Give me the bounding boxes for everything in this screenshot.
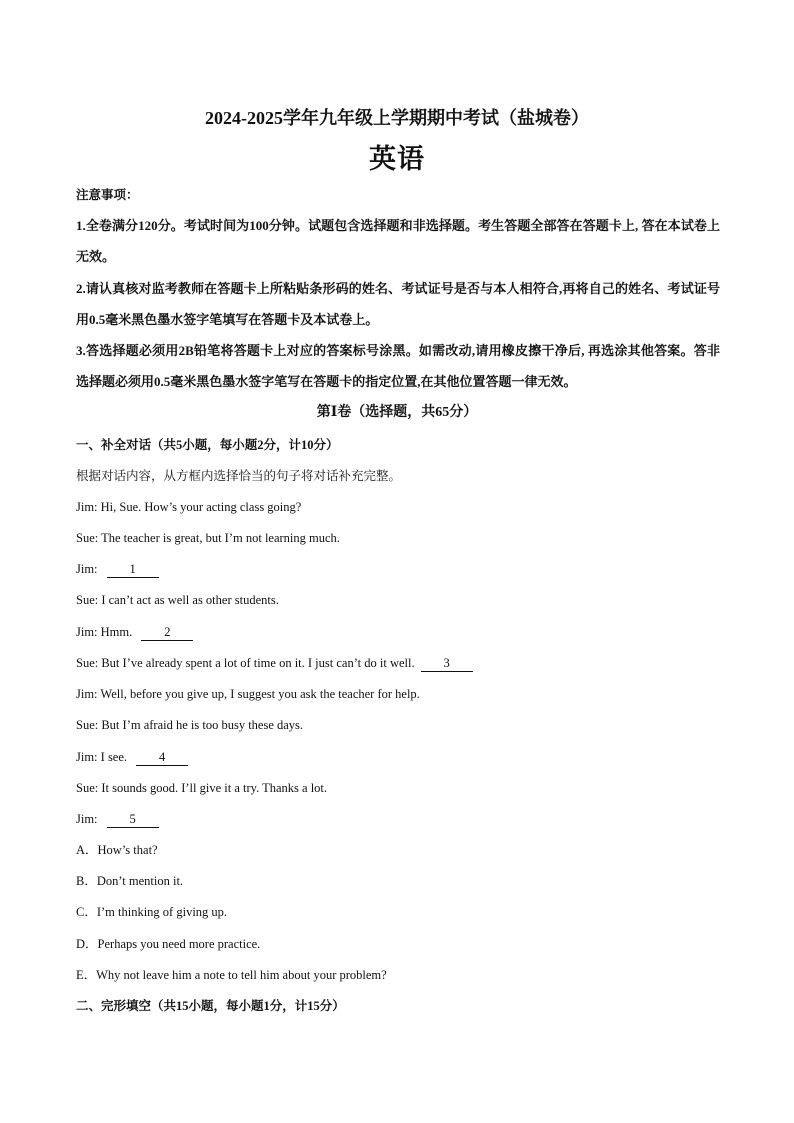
dialogue-text: Sue: I can’t act as well as other students. — [76, 593, 279, 607]
dialogue-line — [76, 529, 340, 547]
subject-title: 英语 — [369, 144, 425, 174]
answer-blank: 5 — [107, 812, 159, 828]
dialogue-text: Jim: — [76, 812, 101, 826]
dialogue-line — [76, 560, 159, 578]
section-heading: 一、补全对话（共5小题，每小题2分，计10分） — [76, 438, 339, 452]
dialogue-text: Sue: But I’ve already spent a lot of time on it. I just can’t do it well. — [76, 656, 415, 670]
answer-blank: 4 — [136, 750, 188, 766]
dialogue-line — [76, 716, 303, 734]
dialogue-line — [76, 779, 327, 797]
notice-heading: 注意事项： — [76, 188, 139, 202]
option-a: A．How’s that? — [76, 843, 158, 857]
dialogue-line — [76, 685, 420, 703]
dialogue-text: Jim: Well, before you give up, I suggest you ask the teacher for help. — [76, 687, 420, 701]
part-title: 第Ⅰ卷（选择题，共65分） — [316, 405, 478, 420]
answer-blank: 3 — [421, 656, 473, 672]
dialogue-text: Jim: Hmm. — [76, 625, 136, 639]
notice-item: 3.答选择题必须用2B铅笔将答题卡上对应的答案标号涂黑。如需改动,请用橡皮擦干净后, 再选涂其他答案。答非选择题必须用0.5毫米黑色墨水签字笔写在答题卡的指定位置,在其他位置答题一律无效。 — [76, 343, 720, 389]
answer-blank: 1 — [107, 562, 159, 578]
option-c: C．I’m thinking of giving up. — [76, 905, 228, 919]
dialogue-line — [76, 810, 159, 828]
dialogue-line — [76, 748, 188, 766]
answer-blank: 2 — [141, 625, 193, 641]
option-d: D．Perhaps you need more practice. — [76, 937, 261, 951]
dialogue-text: Sue: It sounds good. I’ll give it a try. Thanks a lot. — [76, 781, 328, 795]
notice-item: 2.请认真核对监考教师在答题卡上所粘贴条形码的姓名、考试证号是否与本人相符合,再将自己的姓名、考试证号用0.5毫米黑色墨水签字笔填写在答题卡及本试卷上。 — [76, 281, 720, 327]
dialogue-text: Jim: — [76, 562, 101, 576]
notice-item: 1.全卷满分120分。考试时间为100分钟。试题包含选择题和非选择题。考生答题全部答在答题卡上, 答在本试卷上无效。 — [76, 218, 720, 264]
instruction: 根据对话内容，从方框内选择恰当的句子将对话补充完整。 — [76, 469, 402, 483]
section-heading: 二、完形填空（共15小题，每小题1分，计15分） — [76, 999, 345, 1013]
option-b: B．Don’t mention it. — [76, 874, 184, 888]
dialogue-text: Jim: Hi, Sue. How’s your acting class going? — [76, 500, 302, 514]
option-e: E．Why not leave him a note to tell him about your problem? — [76, 968, 387, 982]
dialogue-text: Jim: I see. — [76, 750, 131, 764]
dialogue-text: Sue: The teacher is great, but I’m not learning much. — [76, 531, 340, 545]
dialogue-line — [76, 654, 473, 672]
dialogue-text: Sue: But I’m afraid he is too busy these days. — [76, 718, 304, 732]
dialogue-line — [76, 623, 193, 641]
dialogue-line — [76, 591, 279, 609]
exam-title: 2024-2025学年九年级上学期期中考试（盐城卷） — [205, 108, 589, 128]
dialogue-line — [76, 498, 301, 516]
